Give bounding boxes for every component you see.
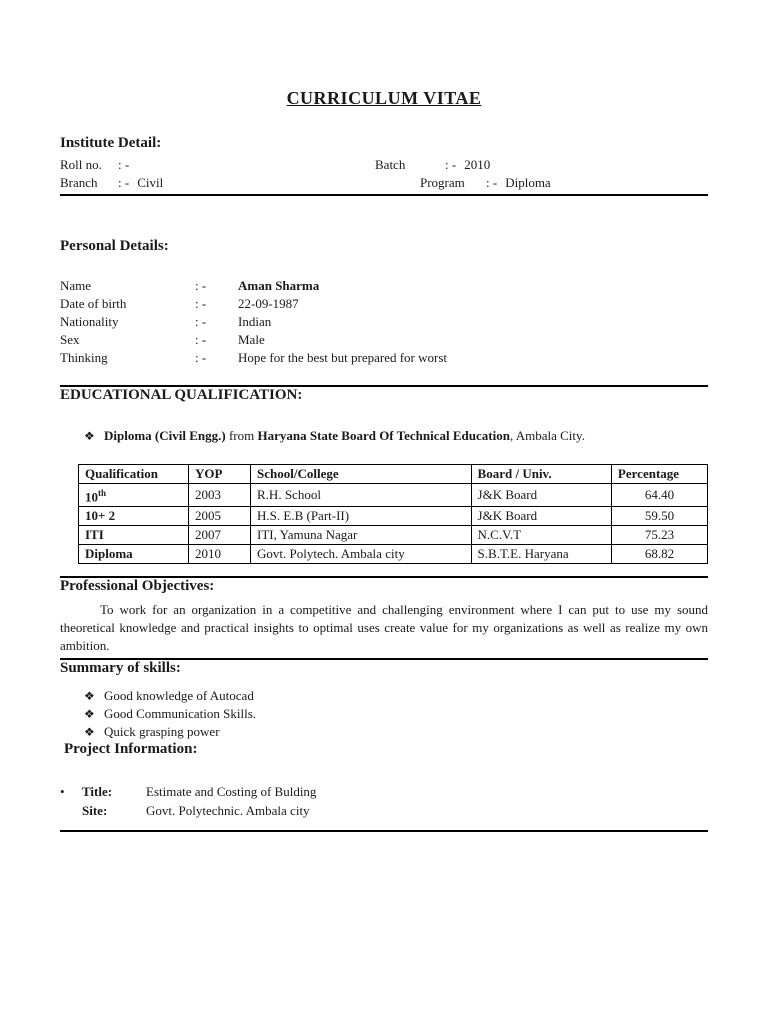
program-field: [420, 174, 551, 192]
roll-no-label: Roll no.: [60, 157, 102, 172]
qualification-table: [78, 464, 708, 564]
program-label: Program: [420, 175, 465, 190]
section-divider: [60, 194, 708, 196]
header-school: School/College: [251, 465, 472, 484]
batch-separator: : -: [445, 157, 457, 172]
personal-rows: [60, 277, 708, 367]
sex-label: Sex: [60, 332, 80, 347]
nationality-value: Indian: [238, 314, 272, 329]
personal-row-thinking: [60, 349, 708, 367]
table-row: [79, 545, 708, 564]
project-heading: Project Information:: [64, 741, 198, 758]
roll-no-field: [60, 157, 137, 172]
dob-value: 22-09-1987: [238, 296, 299, 311]
personal-row-dob: [60, 295, 708, 313]
diamond-bullet-icon: ❖: [84, 429, 95, 443]
thinking-value: Hope for the best but prepared for worst: [238, 350, 448, 365]
cell-percentage: 64.40: [611, 484, 707, 507]
skill-text: Good knowledge of Autocad: [104, 688, 254, 704]
branch-label: Branch: [60, 175, 98, 190]
cell-percentage: 75.23: [611, 526, 707, 545]
program-value: Diploma: [505, 175, 551, 190]
personal-section: [60, 238, 708, 387]
objectives-section: [60, 578, 708, 660]
diamond-bullet-icon: ❖: [84, 725, 95, 740]
skill-text: Good Communication Skills.: [104, 706, 257, 722]
list-item: [84, 687, 708, 705]
table-row: [79, 526, 708, 545]
project-title-label: Title:: [82, 784, 113, 800]
project-site-row: [60, 801, 708, 820]
list-item: [84, 705, 708, 723]
thinking-separator: : -: [195, 350, 207, 365]
education-heading: EDUCATIONAL QUALIFICATION:: [60, 387, 303, 403]
institute-row-roll-batch: [60, 156, 708, 174]
cell-percentage: 68.82: [611, 545, 707, 564]
cell-yop: 2007: [188, 526, 250, 545]
page-title: CURRICULUM VITAE: [286, 88, 482, 108]
skill-text: Quick grasping power: [104, 724, 220, 740]
header-board: Board / Univ.: [471, 465, 611, 484]
personal-row-sex: [60, 331, 708, 349]
project-site-value: Govt. Polytechnic. Ambala city: [146, 803, 310, 819]
cell-school: Govt. Polytech. Ambala city: [251, 545, 472, 564]
header-qualification: Qualification: [79, 465, 189, 484]
cell-school: H.S. E.B (Part-II): [251, 507, 472, 526]
cell-board: J&K Board: [471, 507, 611, 526]
cell-qualification: Diploma: [79, 545, 189, 564]
nationality-separator: : -: [195, 314, 207, 329]
skills-section: [60, 660, 708, 741]
batch-field: [375, 156, 490, 174]
project-rows: [60, 782, 708, 820]
cell-qualification: 10th: [79, 484, 189, 507]
table-row: [79, 484, 708, 507]
cell-board: S.B.T.E. Haryana: [471, 545, 611, 564]
cell-percentage: 59.50: [611, 507, 707, 526]
institute-heading: Institute Detail:: [60, 135, 162, 151]
thinking-label: Thinking: [60, 350, 108, 365]
cell-yop: 2005: [188, 507, 250, 526]
header-percentage: Percentage: [611, 465, 707, 484]
sex-value: Male: [238, 332, 265, 347]
institute-rows: [60, 156, 708, 192]
cell-school: ITI, Yamuna Nagar: [251, 526, 472, 545]
batch-value: 2010: [464, 157, 491, 172]
project-section: [60, 741, 708, 832]
name-separator: : -: [195, 278, 207, 293]
cell-school: R.H. School: [251, 484, 472, 507]
skills-heading: Summary of skills:: [60, 660, 181, 677]
name-label: Name: [60, 278, 92, 293]
ordinal-suffix: th: [98, 488, 107, 498]
list-item: [84, 723, 708, 741]
cell-board: J&K Board: [471, 484, 611, 507]
section-divider: [60, 830, 708, 832]
cell-board: N.C.V.T: [471, 526, 611, 545]
diamond-bullet-icon: ❖: [84, 689, 95, 704]
education-section: [60, 387, 708, 578]
bullet-spacer: [60, 801, 82, 820]
objectives-text: To work for an organization in a competitive and challenging environment where I can put to use my sound theoretical knowledge and practical insights to optimal uses create value for my organizations as well as realize my own ambition.: [60, 602, 708, 654]
personal-row-name: [60, 277, 708, 295]
edu-board: Haryana State Board Of Technical Education: [257, 428, 510, 443]
sex-separator: : -: [195, 332, 207, 347]
skills-list: [60, 687, 708, 741]
roll-no-separator: : -: [118, 157, 130, 172]
project-title-value: Estimate and Costing of Bulding: [146, 784, 317, 800]
edu-degree: Diploma (Civil Engg.): [104, 428, 226, 443]
batch-label: Batch: [375, 157, 406, 172]
personal-row-nationality: [60, 313, 708, 331]
dob-separator: : -: [195, 296, 207, 311]
branch-field: [60, 175, 163, 190]
cell-yop: 2010: [188, 545, 250, 564]
cell-qualification: 10+ 2: [79, 507, 189, 526]
objectives-heading: Professional Objectives:: [60, 578, 215, 595]
branch-value: Civil: [137, 175, 164, 190]
edu-intro-tail: , Ambala City.: [509, 428, 585, 443]
project-title-row: [60, 782, 708, 801]
cell-qualification: ITI: [79, 526, 189, 545]
table-row: [79, 507, 708, 526]
dob-label: Date of birth: [60, 296, 127, 311]
institute-row-branch-program: [60, 174, 708, 192]
table-header-row: [79, 465, 708, 484]
education-intro: [60, 428, 708, 444]
personal-heading: Personal Details:: [60, 238, 169, 254]
diamond-bullet-icon: ❖: [84, 707, 95, 722]
edu-intro-mid: from: [228, 428, 255, 443]
name-value: Aman Sharma: [238, 278, 320, 293]
cell-yop: 2003: [188, 484, 250, 507]
institute-section: [60, 135, 708, 196]
project-site-label: Site:: [82, 803, 108, 819]
program-separator: : -: [486, 175, 498, 190]
header-yop: YOP: [188, 465, 250, 484]
dot-bullet-icon: •: [60, 784, 65, 800]
nationality-label: Nationality: [60, 314, 119, 329]
branch-separator: : -: [118, 175, 130, 190]
